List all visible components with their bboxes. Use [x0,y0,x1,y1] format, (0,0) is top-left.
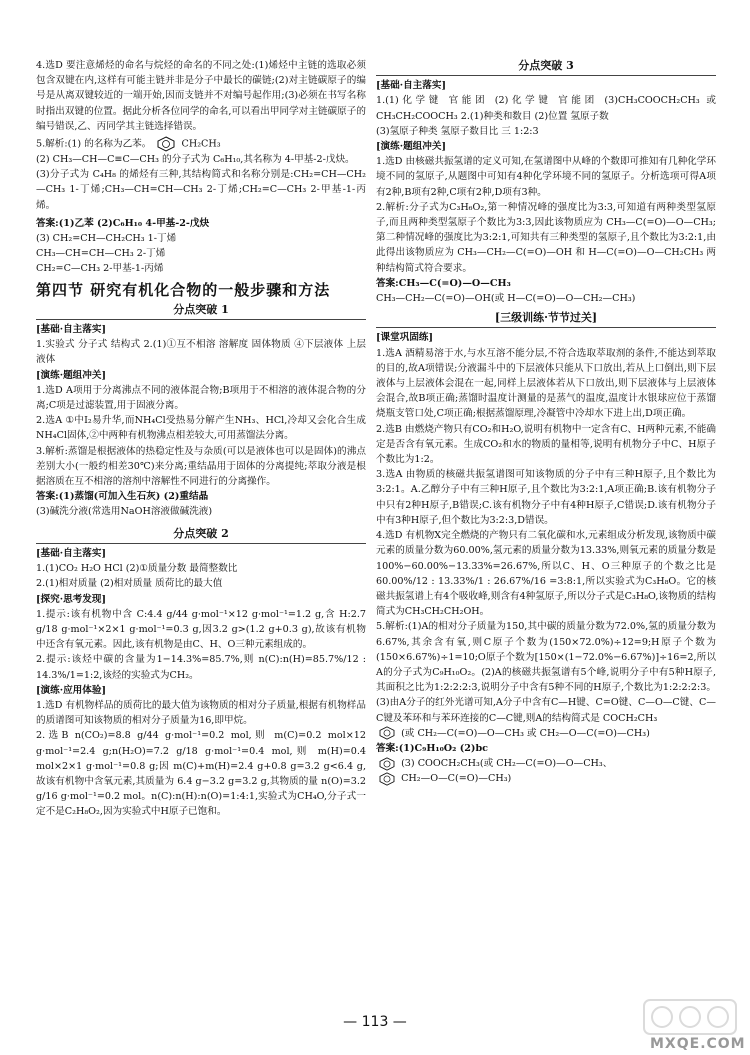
answer-5-key-line2: (3) CH₂=CH—CH₂CH₃ 1-丁烯 [36,233,177,245]
right-column [376,58,716,787]
block-header: [课堂巩固练] [376,332,434,344]
block-header: [演练·题组冲关] [376,141,446,153]
practice-4: 4.选D 有机物X完全燃烧的产物只有二氧化碳和水,元素组成分析发现,该物质中碳元素的质量分数为60.00%,氢元素的质量分数为13.33%,则氧元素的质量分数是100%−60.00%−13.33%=26.67%,所以C、H、O三种原子的个数之比是 60.00%/12 : 13.33%/1 : 26.67%/16 =3:8:1,所以实验式为C₃H₈O。它的核磁共振氢谱上有4个吸收峰,则含有4种氢原子,所以分子式是C₃H₈O,该物质的结构简式为CH₃CH₂CH₂OH。 [376,530,716,618]
drill-1: 1.选D A项用于分离沸点不同的液体混合物;B项用于不相溶的液体混合物的分离;C项是过滤装置,用于固液分离。 [36,384,366,412]
subsection-title-1: 分点突破 1 [173,302,229,316]
page-number-value: 113 [361,1014,389,1030]
drill-3-2-key: 答案:CH₃—C(=O)—O—CH₃ [376,277,511,289]
practice-5-key-structure-2: CH₂—O—C(=O)—CH₃) [401,773,512,785]
answer-5-key: 答案:(1)乙苯 (2)C₆H₁₀ 4-甲基-2-戊炔 [36,217,210,229]
practice-5 [376,619,716,725]
divider [36,319,366,320]
block-header: [演练·应用体验] [36,684,106,696]
practice-5-key-structure-1: (3) COOCH₂CH₃(或 CH₂—C(=O)—O—CH₃、 [401,758,613,770]
drill-3-2: 2.解析:分子式为C₃H₆O₂,第一种情况峰的强度比为3:3,可知道有两种类型氢原子,而且两种类型氢原子个数比为3:3,因此该物质应为 CH₃—C(=O)—O—CH₃;第二种情况峰的强度比为3:2:1,可知共有三种类型的氢原子,且个数比为3:2:1,由此得出该物质应为 CH₃—CH₂—C(=O)—OH 和 H—C(=O)—O—CH₂CH₃ 两种结构简式符合要求。 [376,201,716,274]
benzene-ring-icon [378,757,396,771]
divider [376,327,716,328]
left-column [36,58,366,820]
drill-3-2-key-line2: CH₃—CH₂—C(=O)—OH(或 H—C(=O)—O—CH₂—CH₃) [376,293,636,305]
answer-5-key-line3: CH₃—CH=CH—CH₃ 2-丁烯 [36,248,166,260]
answer-5-text: 5.解析:(1) 的名称为乙苯。 [36,138,152,150]
block-header: [基础·自主落实] [376,80,446,92]
basics-2-2: 2.(1)相对质量 (2)相对质量 质荷比的最大值 [36,578,223,590]
practice-1: 1.选A 酒精易溶于水,与水互溶不能分层,不符合选取萃取剂的条件,不能达到萃取的目的,故A项错误;分液漏斗中的下层液体只能从下口放出,若从上口倒出,则下层液体与上层液体会混在一起,同样上层液体若从下口放出,则下层液体与上层液体会混合,故B项正确;蒸馏时温度计测量的是蒸气的温度,温度计水银球应位于蒸馏烧瓶支管口处,C项正确;根据蒸馏原理,冷凝管中冷却水下进上出,D项正确。 [376,347,716,420]
answer-5-key-line4: CH₂=C—CH₃ 2-甲基-1-丙烯 [36,263,164,275]
ethyl-group: CH₂CH₃ [181,138,221,150]
practice-5-key: 答案:(1)C₉H₁₀O₂ (2)bc [376,742,488,754]
block-header: [探究·思考发现] [36,593,106,605]
explore-2: 2.提示:该烃中碳的含量为1−14.3%=85.7%,则 n(C):n(H)=85.7%/12 : 14.3%/1=1:2,该烃的实验式为CH₂。 [36,654,366,681]
answer-5-part1 [36,136,366,152]
divider [376,75,716,76]
benzene-ring-icon [378,726,396,740]
subsection-title-2: 分点突破 2 [173,526,229,540]
section-title: 第四节 研究有机化合物的一般步骤和方法 [36,280,331,299]
explore-1: 1.提示:该有机物中含 C:4.4 g/44 g·mol⁻¹×12 g·mol⁻¹=1.2 g,含 H:2.7 g/18 g·mol⁻¹×2×1 g·mol⁻¹=0.3 g,因3.2 g>(1.2 g+0.3 g),故该有机物中还含有氧元素。因此,该有机物是由C、H、O三种元素组成的。 [36,608,366,651]
practice-3: 3.选A 由物质的核磁共振氢谱图可知该物质的分子中有三种H原子,且个数比为3:2:1。A.乙醇分子中有三种H原子,且个数比为3:2:1,A项正确;B.该有机物分子中只有2种H原子,B错误;C.该有机物分子中有4种H原子,C错误;D.该有机物分子中有3种H原子,但个数比为3:2:3,D错误。 [376,469,716,526]
answer-4: 4.选D 要注意烯烃的命名与烷烃的命名的不同之处:(1)烯烃中主链的选取必须包含双键在内,这样有可能主链并非是分子中最长的碳链;(2)对主链碳原子的编号是从离双键较近的一端开始,因而支链并不对编号起作用;(3)必须在书写名称时指出双键的位置。据此分析各位同学的命名,可以看出甲同学对主链碳原子的编号错误,乙、丙同学其主链选择错误。 [36,60,366,132]
benzene-ring-icon [156,136,176,152]
drill-3: 3.解析:蒸馏是根据液体的热稳定性及与杂质(可以是液体也可以是固体)的沸点差别大小(一般约相差30℃)来分离;重结晶用于固体的分离提纯;萃取分液是根据溶质在互不相溶的溶剂中溶解性不同进行的分离操作。 [36,445,366,488]
basics-2-1: 1.(1)CO₂ H₂O HCl (2)①质量分数 最简整数比 [36,563,238,575]
practice-5-alt [376,726,716,741]
practice-5-text: 5.解析:(1)A的相对分子质量为150,其中碳的质量分数为72.0%,氢的质量分数为6.67%,其余含有氧,则C原子个数为(150×72.0%)÷12=9;H原子个数为(150×6.67%)÷1=10;O原子个数为[150×(1−72.0%−6.67%)]÷16=2,所以A的分子式为C₉H₁₀O₂。(2)A的核磁共振氢谱有5个峰,说明分子中有5种H原子,其面积之比为1:2:2:2:3,说明分子中含有5种不同的H原子,个数比为1:2:2:2:3。(3)由A分子的红外光谱可知,A分子中含有C—H键、C=O键、C—O—C键、C—C键及苯环和与苯环连接的C—C键,则A的结构简式是 COCH₂CH₃ [376,621,716,724]
subsection-title-3: 分点突破 3 [518,59,574,72]
subsection-title-4: [三级训练·节节过关] [494,311,598,325]
apply-2: 2.选B n(CO₂)=8.8 g/44 g·mol⁻¹=0.2 mol,则 m(C)=0.2 mol×12 g·mol⁻¹=2.4 g;n(H₂O)=7.2 g/18 g·mol⁻¹=0.4 mol,则 m(H)=0.4 mol×2×1 g·mol⁻¹=0.8 g;因 m(C)+m(H)=2.4 g+0.8 g=3.2 g<6.4 g,故该有机物中含氧元素,其质量为 6.4 g−3.2 g=3.2 g,其物质的量 n(O)=3.2 g/16 g·mol⁻¹=0.2 mol。n(C):n(H):n(O)=1:4:1,实验式为CH₄O,分子式一定不是C₂H₈O₂,因为实验式中H原子已饱和。 [36,730,366,818]
benzene-ring-icon [378,772,396,786]
practice-5-key-line3 [376,771,716,786]
block-header: [基础·自主落实] [36,547,106,559]
drill-3-key-line2: (3)碱洗分液(常选用NaOH溶液做碱洗液) [36,506,213,518]
practice-5-alt-text: (或 CH₂—C(=O)—O—CH₃ 或 CH₂—O—C(=O)—CH₃) [401,727,650,739]
page-number: — 113 — [343,1014,407,1030]
divider [36,543,366,544]
watermark-url: MXQE.COM [650,1036,746,1052]
block-header: [演练·题组冲关] [36,369,106,381]
basics-3-2: (3)氢原子种类 氢原子数目比 三 1:2:3 [376,125,539,137]
basics-1: 1.实验式 分子式 结构式 2.(1)①互不相溶 溶解度 固体物质 ④下层液体 上层液体 [36,339,366,366]
drill-2: 2.选A ①中I₂易升华,而NH₄Cl受热易分解产生NH₃、HCl,冷却又会化合生成NH₄Cl固体,②中两种有机物沸点相差较大,可用蒸馏法分离。 [36,415,366,442]
answer-5-part2: (2) CH₃—CH—C≡C—CH₃ 的分子式为 C₆H₁₀,其名称为 4-甲基-2-戊炔。 [36,154,355,166]
block-header: [基础·自主落实] [36,324,106,336]
apply-1: 1.选D 有机物样品的质荷比的最大值为该物质的相对分子质量,根据有机物样品的质谱图可知该物质的相对分子质量为16,即甲烷。 [36,699,366,727]
drill-3-1: 1.选D 由核磁共振氢谱的定义可知,在氢谱图中从峰的个数即可推知有几种化学环境不同的氢原子,从题图中可知有4种化学环境不同的氢原子。分析选项可得A项有2种,B项有2种,C项有2种,D项有3种。 [376,156,716,198]
drill-3-key: 答案:(1)蒸馏(可加入生石灰) (2)重结晶 [36,491,209,503]
answer-5-part3: (3)分子式为 C₄H₈ 的烯烃有三种,其结构简式和名称分别是:CH₂=CH—CH₂—CH₃ 1-丁烯;CH₃—CH=CH—CH₃ 2-丁烯;CH₂=C—CH₃ 2-甲基-1-丙烯。 [36,169,366,211]
basics-3-1: 1.(1)化学键 官能团 (2)化学键 官能团 (3)CH₃COOCH₂CH₃ 或 CH₃CH₂COOCH₃ 2.(1)种类和数目 (2)位置 氢原子数 [376,95,716,122]
practice-2: 2.选B 由燃烧产物只有CO₂和H₂O,说明有机物中一定含有C、H两种元素,不能确定是否含有氧元素。生成CO₂和水的物质的量相等,说明有机物分子中C、H原子个数比为1:2。 [376,423,716,466]
practice-5-key-line2 [376,756,716,771]
